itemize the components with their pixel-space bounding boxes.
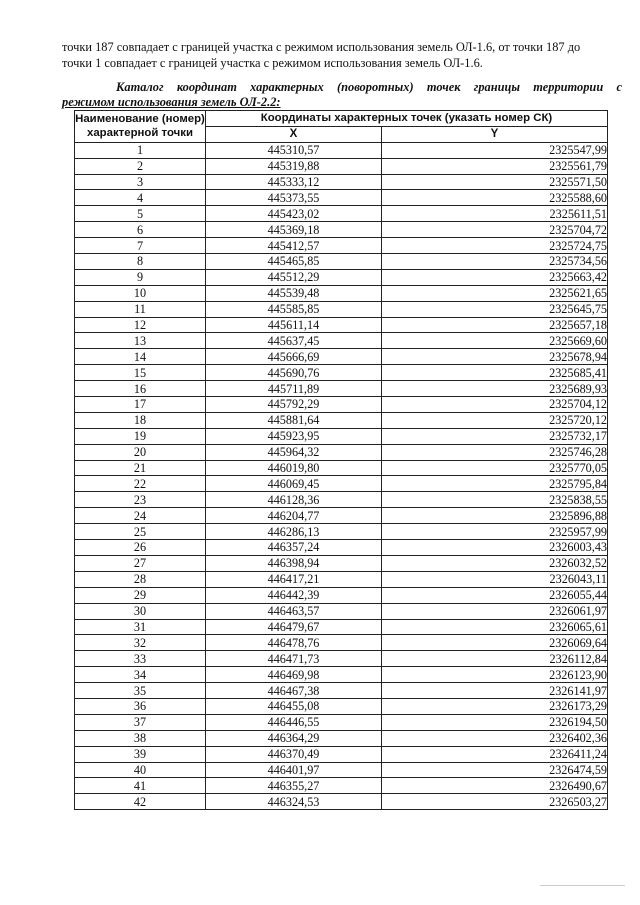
table-row (75, 603, 608, 619)
table-row (75, 222, 608, 238)
coord-x: 446471,73 (206, 651, 382, 667)
coord-y: 2325724,75 (382, 238, 608, 254)
coord-y: 2326003,43 (382, 540, 608, 556)
table-row (75, 381, 608, 397)
table-row (75, 397, 608, 413)
footer-rule (540, 885, 625, 886)
table-row (75, 524, 608, 540)
table-body (75, 142, 608, 809)
point-number: 13 (75, 333, 206, 349)
table-row (75, 635, 608, 651)
point-number: 14 (75, 349, 206, 365)
coord-x: 446019,80 (206, 460, 382, 476)
point-number: 32 (75, 635, 206, 651)
table-row (75, 428, 608, 444)
coord-y: 2325561,79 (382, 158, 608, 174)
point-number: 34 (75, 667, 206, 683)
coord-y: 2326043,11 (382, 571, 608, 587)
coord-x: 446324,53 (206, 794, 382, 810)
table-row (75, 190, 608, 206)
table-row (75, 158, 608, 174)
table-row (75, 762, 608, 778)
table-row (75, 476, 608, 492)
coord-y: 2325896,88 (382, 508, 608, 524)
coord-y: 2326069,64 (382, 635, 608, 651)
point-number: 12 (75, 317, 206, 333)
coord-y: 2326055,44 (382, 587, 608, 603)
coord-x: 446355,27 (206, 778, 382, 794)
coord-y: 2326503,27 (382, 794, 608, 810)
header-point-name: Наименование (номер) характерной точки (75, 111, 206, 143)
table-row (75, 730, 608, 746)
table-row (75, 412, 608, 428)
table-row (75, 301, 608, 317)
point-number: 24 (75, 508, 206, 524)
point-number: 8 (75, 254, 206, 270)
coord-x: 446417,21 (206, 571, 382, 587)
coord-x: 445412,57 (206, 238, 382, 254)
header-coordinates: Координаты характерных точек (указать номер СК) (206, 111, 608, 127)
coord-x: 446364,29 (206, 730, 382, 746)
point-number: 17 (75, 397, 206, 413)
coord-x: 445512,29 (206, 269, 382, 285)
coord-y: 2326402,36 (382, 730, 608, 746)
coord-x: 445333,12 (206, 174, 382, 190)
table-row (75, 540, 608, 556)
coord-x: 446446,55 (206, 714, 382, 730)
table-row (75, 492, 608, 508)
table-row (75, 142, 608, 158)
intro-line-1: точки 187 совпадает с границей участка с режимом использования земель ОЛ-1.6, от точки 187 до (62, 40, 581, 54)
coord-x: 446442,39 (206, 587, 382, 603)
coord-x: 446479,67 (206, 619, 382, 635)
point-number: 35 (75, 683, 206, 699)
coord-y: 2325689,93 (382, 381, 608, 397)
coord-y: 2325678,94 (382, 349, 608, 365)
table-row (75, 333, 608, 349)
coord-y: 2325746,28 (382, 444, 608, 460)
table-row (75, 174, 608, 190)
coord-x: 445923,95 (206, 428, 382, 444)
coord-x: 446069,45 (206, 476, 382, 492)
table-row (75, 651, 608, 667)
coord-x: 445690,76 (206, 365, 382, 381)
intro-paragraph (62, 40, 622, 71)
point-number: 28 (75, 571, 206, 587)
point-number: 27 (75, 555, 206, 571)
coord-y: 2325547,99 (382, 142, 608, 158)
coord-x: 445423,02 (206, 206, 382, 222)
coord-x: 446401,97 (206, 762, 382, 778)
table-row (75, 238, 608, 254)
point-number: 25 (75, 524, 206, 540)
coord-x: 445964,32 (206, 444, 382, 460)
coord-y: 2326065,61 (382, 619, 608, 635)
coord-y: 2325669,60 (382, 333, 608, 349)
point-number: 9 (75, 269, 206, 285)
coord-y: 2325645,75 (382, 301, 608, 317)
table-row (75, 444, 608, 460)
coord-y: 2325957,99 (382, 524, 608, 540)
point-number: 15 (75, 365, 206, 381)
coord-x: 446286,13 (206, 524, 382, 540)
point-number: 38 (75, 730, 206, 746)
table-row (75, 460, 608, 476)
coord-x: 446467,38 (206, 683, 382, 699)
coord-y: 2325838,55 (382, 492, 608, 508)
table-row (75, 683, 608, 699)
coord-y: 2325795,84 (382, 476, 608, 492)
point-number: 40 (75, 762, 206, 778)
coord-y: 2326194,50 (382, 714, 608, 730)
point-number: 19 (75, 428, 206, 444)
catalog-title-line-2: режимом использования земель ОЛ-2.2: (62, 95, 281, 109)
coord-x: 446455,08 (206, 698, 382, 714)
coord-y: 2326173,29 (382, 698, 608, 714)
coord-y: 2325657,18 (382, 317, 608, 333)
table-row (75, 269, 608, 285)
coord-y: 2325732,17 (382, 428, 608, 444)
coord-y: 2326061,97 (382, 603, 608, 619)
point-number: 26 (75, 540, 206, 556)
point-number: 31 (75, 619, 206, 635)
coord-y: 2326141,97 (382, 683, 608, 699)
coord-x: 445319,88 (206, 158, 382, 174)
coord-x: 445611,14 (206, 317, 382, 333)
coord-y: 2326032,52 (382, 555, 608, 571)
table-row (75, 508, 608, 524)
coord-y: 2325621,65 (382, 285, 608, 301)
table-row (75, 206, 608, 222)
coord-y: 2325685,41 (382, 365, 608, 381)
coord-x: 445310,57 (206, 142, 382, 158)
point-number: 42 (75, 794, 206, 810)
point-number: 6 (75, 222, 206, 238)
coord-x: 446357,24 (206, 540, 382, 556)
table-row (75, 365, 608, 381)
point-number: 37 (75, 714, 206, 730)
table-row (75, 714, 608, 730)
coord-y: 2325704,72 (382, 222, 608, 238)
coord-x: 445711,89 (206, 381, 382, 397)
point-number: 2 (75, 158, 206, 174)
coord-x: 445881,64 (206, 412, 382, 428)
coord-x: 445637,45 (206, 333, 382, 349)
point-number: 5 (75, 206, 206, 222)
table-row (75, 619, 608, 635)
table-row (75, 587, 608, 603)
coordinates-table (74, 110, 608, 810)
coord-x: 446204,77 (206, 508, 382, 524)
coord-x: 445539,48 (206, 285, 382, 301)
coord-y: 2326411,24 (382, 746, 608, 762)
point-number: 36 (75, 698, 206, 714)
table-row (75, 555, 608, 571)
coord-y: 2325611,51 (382, 206, 608, 222)
header-x: X (206, 126, 382, 142)
table-row (75, 571, 608, 587)
point-number: 30 (75, 603, 206, 619)
point-number: 22 (75, 476, 206, 492)
table-row (75, 778, 608, 794)
point-number: 29 (75, 587, 206, 603)
point-number: 33 (75, 651, 206, 667)
coord-y: 2325720,12 (382, 412, 608, 428)
intro-line-2: точки 1 совпадает с границей участка с режимом использования земель ОЛ-1.6. (62, 55, 483, 70)
table-row (75, 698, 608, 714)
coord-y: 2326474,59 (382, 762, 608, 778)
coord-y: 2326123,90 (382, 667, 608, 683)
catalog-title-line-1: Каталог координат характерных (поворотных) точек границы территории с (116, 80, 622, 94)
coord-y: 2325704,12 (382, 397, 608, 413)
coord-y: 2325571,50 (382, 174, 608, 190)
table-row (75, 285, 608, 301)
point-number: 10 (75, 285, 206, 301)
point-number: 16 (75, 381, 206, 397)
coord-y: 2325588,60 (382, 190, 608, 206)
point-number: 11 (75, 301, 206, 317)
coord-y: 2325663,42 (382, 269, 608, 285)
table-row (75, 794, 608, 810)
coord-y: 2325770,05 (382, 460, 608, 476)
coord-x: 445373,55 (206, 190, 382, 206)
point-number: 20 (75, 444, 206, 460)
coord-y: 2325734,56 (382, 254, 608, 270)
coord-x: 445666,69 (206, 349, 382, 365)
table-row (75, 667, 608, 683)
coord-y: 2326112,84 (382, 651, 608, 667)
coord-x: 445465,85 (206, 254, 382, 270)
point-number: 18 (75, 412, 206, 428)
point-number: 3 (75, 174, 206, 190)
coord-x: 446478,76 (206, 635, 382, 651)
point-number: 21 (75, 460, 206, 476)
point-number: 1 (75, 142, 206, 158)
header-y: Y (382, 126, 608, 142)
coord-x: 446469,98 (206, 667, 382, 683)
point-number: 4 (75, 190, 206, 206)
coord-x: 446463,57 (206, 603, 382, 619)
table-row (75, 746, 608, 762)
coord-x: 446128,36 (206, 492, 382, 508)
coord-x: 445585,85 (206, 301, 382, 317)
coord-x: 445369,18 (206, 222, 382, 238)
coord-x: 445792,29 (206, 397, 382, 413)
table-row (75, 317, 608, 333)
catalog-title (62, 80, 622, 110)
point-number: 23 (75, 492, 206, 508)
coord-x: 446370,49 (206, 746, 382, 762)
coord-y: 2326490,67 (382, 778, 608, 794)
table-row (75, 254, 608, 270)
coord-x: 446398,94 (206, 555, 382, 571)
point-number: 41 (75, 778, 206, 794)
point-number: 7 (75, 238, 206, 254)
point-number: 39 (75, 746, 206, 762)
table-row (75, 349, 608, 365)
